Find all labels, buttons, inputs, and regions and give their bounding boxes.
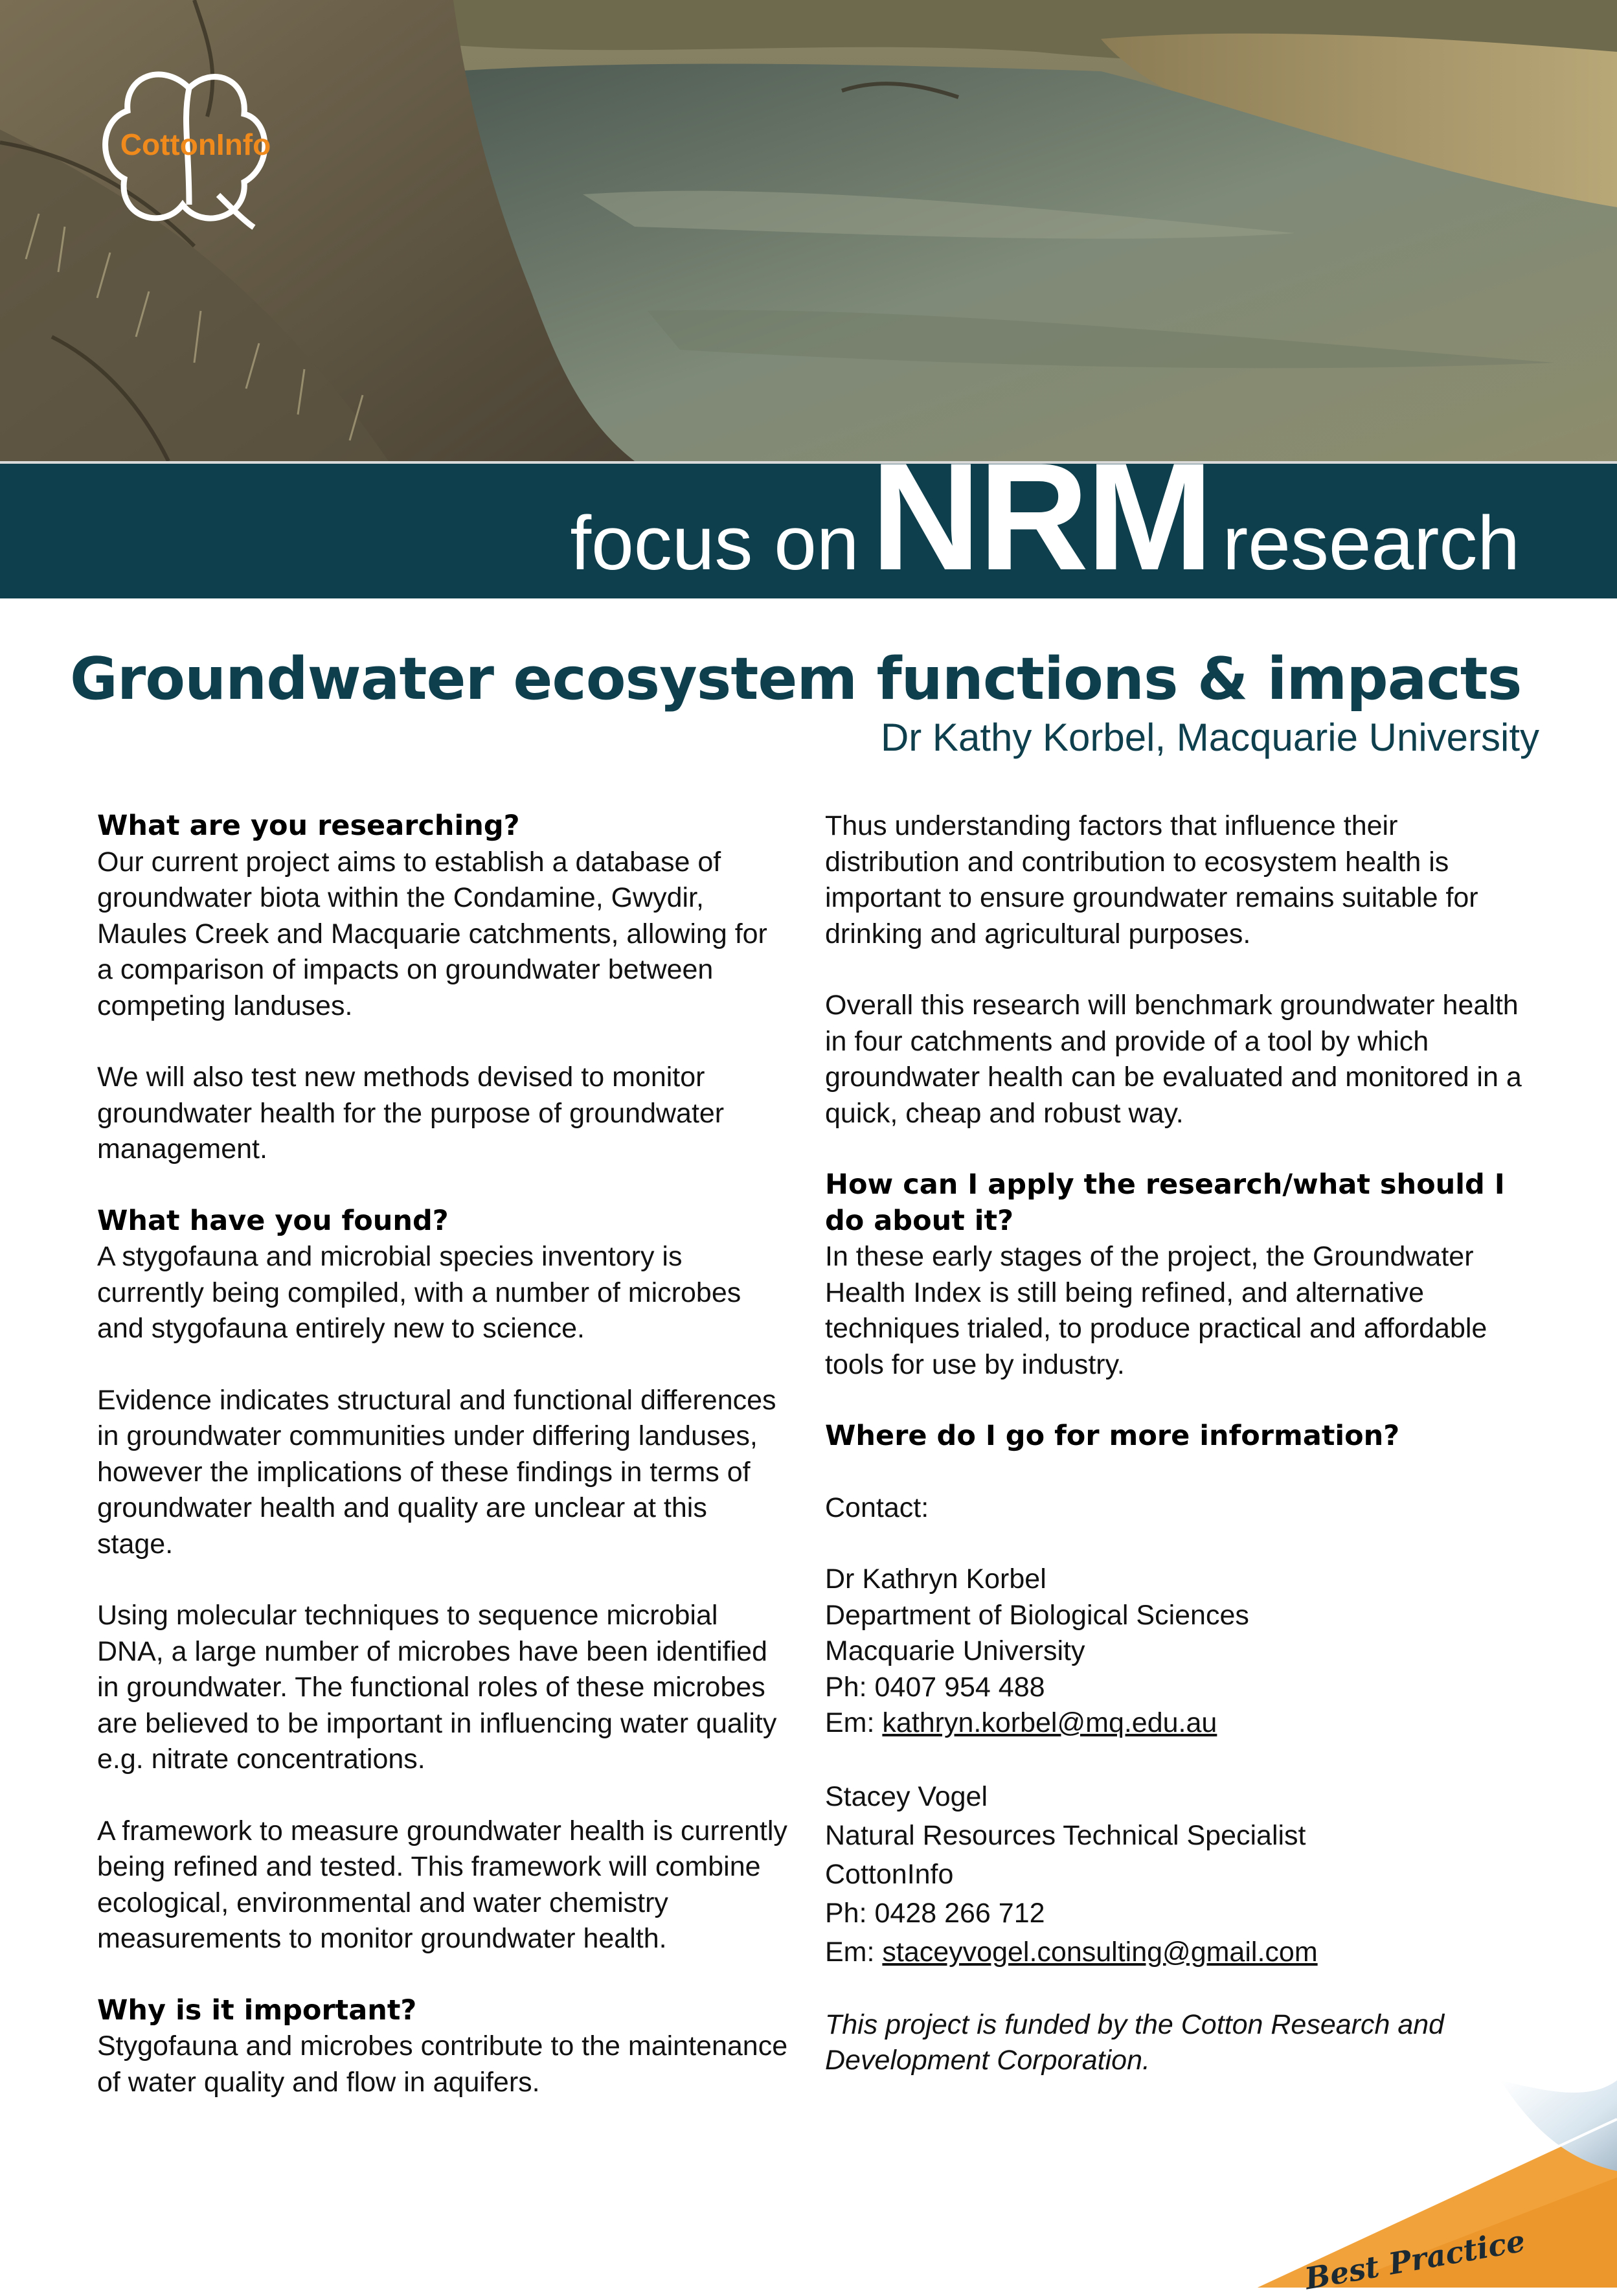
left-column — [97, 808, 790, 2136]
found-paragraph-3: Using molecular techniques to sequence microbial DNA, a large number of microbes have been identified in groundwater. The functional roles of these microbes are believed to be important in influencing water quality e.g. nitrate concentrations. — [97, 1600, 777, 1775]
right-column — [825, 808, 1531, 2115]
researching-paragraph-1: Our current project aims to establish a database of groundwater biota within the Condamine, Gwydir, Maules Creek and Macquarie catchments, allowing for a comparison of impacts on groundwater between competing landuses. — [97, 846, 767, 1021]
contact-email-row — [825, 1705, 1531, 1742]
author-line: Dr Kathy Korbel, Macquarie University — [880, 716, 1539, 759]
found-paragraph-1: A stygofauna and microbial species inventory is currently being compiled, with a number of microbes and stygofauna entirely new to science. — [97, 1241, 741, 1344]
heading-info: Where do I go for more information? — [825, 1420, 1400, 1452]
important-paragraph-1: Stygofauna and microbes contribute to the maintenance of water quality and flow in aquifers. — [97, 2030, 788, 2098]
found-paragraph-4: A framework to measure groundwater health is currently being refined and tested. This framework will combine ecological, environmental and water chemistry measurements to monitor groundwater health. — [97, 1815, 787, 1954]
contact-email-row — [825, 1933, 1531, 1972]
cottoninfo-logo — [92, 62, 286, 244]
email-link[interactable]: staceyvogel.consulting@gmail.com — [882, 1936, 1318, 1968]
important-paragraph-2: Thus understanding factors that influence their distribution and contribution to ecosystem health is important to ensure groundwater remains suitable for drinking and agricultural purposes. — [825, 810, 1478, 949]
heading-apply: How can I apply the research/what should I do about it? — [825, 1168, 1505, 1237]
best-practice-badge — [1254, 2080, 1617, 2296]
important-paragraph-3: Overall this research will benchmark groundwater health in four catchments and provide of a tool by which groundwater health can be evaluated and monitored in a quick, cheap and robust way. — [825, 990, 1522, 1129]
found-paragraph-2: Evidence indicates structural and functional differences in groundwater communities under differing landuses, however the implications of these findings in terms of groundwater health and quality are unclear at this stage. — [97, 1384, 776, 1560]
contact-label: Contact: — [825, 1492, 929, 1523]
contact-name: Stacey Vogel — [825, 1780, 988, 1812]
heading-found: What have you found? — [97, 1204, 449, 1237]
banner-acronym: NRM — [870, 431, 1211, 602]
email-label: Em: — [825, 1707, 875, 1738]
nrm-banner — [0, 431, 1617, 602]
heading-researching: What are you researching? — [97, 810, 520, 842]
contact-block-korbel — [825, 1562, 1531, 1742]
contact-role: Natural Resources Technical Specialist — [825, 1819, 1306, 1851]
contact-org: CottonInfo — [825, 1858, 954, 1890]
researching-paragraph-2: We will also test new methods devised to monitor groundwater health for the purpose of groundwater management. — [97, 1062, 725, 1165]
contact-block-vogel — [825, 1777, 1531, 1972]
contact-name: Dr Kathryn Korbel — [825, 1563, 1046, 1595]
email-link[interactable]: kathryn.korbel@mq.edu.au — [882, 1707, 1217, 1738]
page-title: Groundwater ecosystem functions & impacts — [70, 645, 1522, 713]
apply-paragraph-1: In these early stages of the project, the Groundwater Health Index is still being refined, and alternative techniques trialed, to produce practical and affordable tools for use by industry. — [825, 1241, 1487, 1380]
contact-org: Macquarie University — [825, 1635, 1085, 1666]
heading-important: Why is it important? — [97, 1994, 417, 2027]
hero-photo — [0, 0, 1617, 461]
contact-phone: Ph: 0428 266 712 — [825, 1897, 1045, 1929]
email-label: Em: — [825, 1936, 875, 1968]
banner-prefix: focus on — [570, 501, 859, 586]
badge-text: Best Practice — [1302, 2223, 1528, 2296]
funding-note: This project is funded by the Cotton Research and Development Corporation. — [825, 2008, 1445, 2076]
banner-suffix: research — [1222, 501, 1520, 586]
banner-title — [570, 431, 1520, 602]
logo-text: CottonInfo — [120, 128, 271, 161]
contact-phone: Ph: 0407 954 488 — [825, 1671, 1045, 1703]
contact-role: Department of Biological Sciences — [825, 1599, 1249, 1631]
